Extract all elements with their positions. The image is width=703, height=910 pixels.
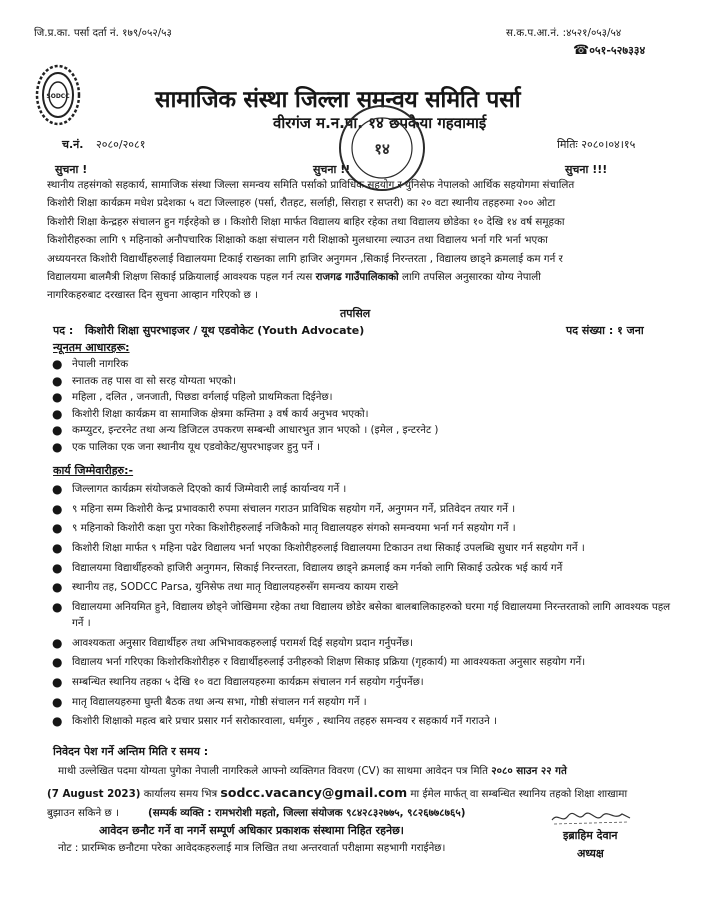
- intro-line: किशोरीहरुका लागि ९ महिनाको अनौपचारिक शिक्षाको कक्षा संचालन गरी शिक्षाको मुलधारमा ल्याउन तथा विद्यालय भर्ना गरि भर्ना भएका: [47, 234, 548, 247]
- deadline-line-1-text: माथी उल्लेखित पदमा योग्यता पुगेका नेपाली नागरिकले आफ्नो व्यक्तिगत विवरण (CV) का साथमा आवेदन पत्र मिति २०८० साउन २२ गते: [58, 765, 567, 777]
- bullet-icon: ●: [52, 540, 63, 555]
- list-item: ● स्नातक तह पास वा सो सरह योग्यता भएको।: [52, 373, 236, 388]
- signature: [550, 810, 632, 826]
- post-label: पद :: [53, 324, 74, 337]
- rights-statement: आवेदन छनौट गर्ने वा नगर्ने सम्पूर्ण अधिकार प्रकाशक संस्थामा निहित रहनेछ।: [99, 824, 404, 837]
- office-hours-text: कार्यालय समय भित्र: [140, 788, 221, 800]
- intro-paragraph: [47, 176, 677, 305]
- phone-text: ०५१-५२७३३४: [589, 44, 646, 57]
- deadline-heading: निवेदन पेश गर्ने अन्तिम मिति र समय :: [53, 745, 209, 758]
- contact-person: (सम्पर्क व्यक्ति : रामभरोशी महतो, जिल्ला संयोजक ९८४२८३२७७५, ९८२६७७८७६५): [148, 807, 466, 819]
- intro-line: अध्ययनरत किशोरी विद्यार्थीहरुलाई विद्यालयमा टिकाई राख्नका लागि हाजिर अनुगमन ,सिकाई निरन्तरता , विद्यालय छाड्ने क्रमलाई कम गर्न र: [47, 252, 563, 265]
- bullet-icon: ●: [52, 521, 63, 536]
- list-item: ● कम्प्युटर, इन्टरनेट तथा अन्य डिजिटल उपकरण सम्बन्धी आधारभुत ज्ञान भएको । (इमेल , इन्टरनेट ): [52, 423, 439, 438]
- list-item: ● किशोरी शिक्षा मार्फत ९ महिना पढेर विद्यालय भर्ना भएका किशोरीहरुलाई विद्यालयमा टिकाउन तथा सिकाई उपलब्धि सुधार गर्न सहयोग गर्ने ।: [52, 540, 585, 555]
- organization-address: वीरगंज म.न.पा. १४ छपकैया गहवामाई: [273, 114, 487, 132]
- phone-number: [573, 43, 645, 58]
- stamp-ward-number: १४: [374, 140, 390, 158]
- list-item: ● आवश्यकता अनुसार विद्यार्थीहरु तथा अभिभावकहरुलाई परामर्श दिई सहयोग प्रदान गर्नुपर्नेछ।: [52, 635, 413, 650]
- bullet-icon: ●: [52, 655, 63, 670]
- intro-line: किशोरी शिक्षा कार्यक्रम मधेश प्रदेशका ५ वटा जिल्लाहरु (पर्सा, रौतहट, सर्लाही, सिराहा र सप्तरी) का २० वटा स्थानीय तहहरुमा २०० ओटा: [47, 197, 556, 210]
- intro-line: स्थानीय तहसंगको सहकार्य, सामाजिक संस्था जिल्ला समन्वय समिति पर्साको प्राविधिक सहयोग र युनिसेफ नेपालको आर्थिक सहयोगमा संचालित: [47, 179, 575, 191]
- letter-date: मितिः २०८०।०४।१५: [557, 138, 636, 151]
- duties-list: [50, 481, 678, 730]
- intro-line: विद्यालयमा बालमैत्री शिक्षण सिकाई प्रक्रियालाई आवश्यक पहल गर्न त्यस राजगढ गाउँपालिकाको लागि तपसिल अनुसारका योग्य नेपाली: [47, 271, 541, 284]
- list-item: ● किशोरी शिक्षा कार्यक्रम वा सामाजिक क्षेत्रमा कम्तिमा ३ वर्ष कार्य अनुभव भएको।: [52, 406, 369, 421]
- bullet-icon: ●: [52, 694, 63, 709]
- deadline-line-2-text: मा ईमेल मार्फत् वा सम्बन्धित स्थानिय तहको शिक्षा शाखामा: [407, 788, 628, 800]
- bullet-icon: ●: [52, 579, 63, 594]
- deadline-date: २०८० साउन २२ गते: [491, 765, 567, 777]
- footnote: नोट : प्रारम्भिक छनौटमा परेका आवेदकहरुलाई मात्र लिखित तथा अन्तरवार्ता परीक्षामा सहभागी गराईनेछ।: [58, 842, 446, 854]
- list-item: ● विद्यालयमा अनियमित हुने, विद्यालय छोड्ने जोखिममा रहेका तथा विद्यालय छोडेर बसेका बालबालिकाहरुको घरमा गई विद्यालयमा निरन्तरताको लागि आवश्यक पहल गर्ने ।: [52, 599, 671, 630]
- bullet-icon: ●: [52, 423, 63, 438]
- intro-line: किशोरी शिक्षा केन्द्रहरु संचालन हुन गईरहेको छ । किशोरी शिक्षा मार्फत विद्यालय बाहिर रहेका तथा विद्यालय छोडेका १० देखि १४ वर्ष समूहका: [47, 215, 565, 228]
- duties-heading: कार्य जिम्मेवारीहरु:-: [53, 464, 134, 477]
- list-item: ● महिला , दलित , जनजाती, पिछडा वर्गलाई पहिलो प्राथमिकता दिईनेछ।: [52, 390, 333, 405]
- notice-left: सुचना !: [55, 163, 88, 176]
- bullet-icon: ●: [52, 406, 63, 421]
- list-item: ● विद्यालय भर्ना गरिएका किशोरकिशोरीहरु र विद्यार्थीहरुलाई उनीहरुको शिक्षण सिकाइ प्रक्रिया (गृहकार्य) मा आवश्यकता अनुसार सहयोग गर्ने।: [52, 655, 586, 670]
- bullet-icon: ●: [52, 714, 63, 729]
- bullet-icon: ●: [52, 373, 63, 388]
- qualifications-heading: न्यूनतम आधारहरू:: [53, 341, 130, 354]
- post-title: किशोरी शिक्षा सुपरभाइजर / यूथ एडवोकेट (Youth Advocate): [85, 324, 365, 337]
- list-item: ● जिल्लागत कार्यक्रम संयोजकले दिएको कार्य जिम्मेवारी लाई कार्यान्वय गर्ने ।: [52, 482, 347, 496]
- bullet-icon: ●: [52, 482, 63, 496]
- notice-right: सुचना !!!: [565, 163, 608, 176]
- tapsil-heading: तपसिल: [340, 307, 371, 320]
- bullet-icon: ●: [52, 635, 63, 650]
- bullet-icon: ●: [52, 561, 63, 576]
- registration-number: जि.प्र.का. पर्सा दर्ता नं. १७९/०५२/५३: [34, 27, 172, 39]
- email-link[interactable]: sodcc.vacancy@gmail.com: [220, 785, 408, 800]
- phone-icon: ☎: [573, 43, 590, 58]
- bullet-icon: ●: [52, 390, 63, 405]
- english-date: (7 August 2023): [47, 788, 141, 800]
- deadline-line-1: [58, 764, 567, 778]
- bullet-icon: ●: [52, 599, 63, 614]
- svg-text:SODCC: SODCC: [46, 93, 70, 100]
- signatory-name: इब्राहिम देवान: [563, 829, 618, 842]
- qualifications-list: [50, 356, 678, 456]
- notice-center: सुचना !!: [313, 163, 351, 176]
- list-item: ● मातृ विद्यालयहरुमा घुम्ती बैठक तथा अन्य सभा, गोष्ठी संचालन गर्न सहयोग गर्ने ।: [52, 694, 367, 709]
- list-item: ● किशोरी शिक्षाको महत्व बारे प्रचार प्रसार गर्न सरोकारवाला, धर्मगुरु , स्थानिय तहहरु समन्वय र सहकार्य गर्ने गराउने ।: [52, 714, 497, 729]
- list-item: ● ९ महिनाको किशोरी कक्षा पुरा गरेका किशोरीहरुलाई नजिकैको मातृ विद्यालयहरु संगको समन्वयमा भर्ना गर्न सहयोग गर्ने ।: [52, 521, 516, 536]
- letter-ref-label: च.नं.: [62, 138, 84, 151]
- bullet-icon: ●: [52, 501, 63, 516]
- list-item: ● एक पालिका एक जना स्थानीय यूथ एडवोकेट/सुपरभाइजर हुनु पर्ने ।: [52, 439, 321, 454]
- org-logo: [35, 64, 81, 126]
- list-item: ● ९ महिना सम्म किशोरी केन्द्र प्रभावकारी रुपमा संचालन गराउन प्राविधिक सहयोग गर्ने, अनुगमन गर्ने, प्रतिवेदन तयार गर्ने ।: [52, 501, 516, 516]
- deadline-line-3: बुझाउन सकिने छ ।: [47, 807, 119, 819]
- list-item: ● नेपाली नागरिक: [52, 357, 129, 371]
- bullet-icon: ●: [52, 439, 63, 454]
- deadline-line-2: [47, 785, 627, 801]
- list-item: ● विद्यालयमा विद्यार्थीहरुको हाजिरी अनुगमन, सिकाई निरन्तरता, विद्यालय छाड्ने क्रमलाई कम गर्नको लागि सिकाई उत्प्रेरक भई कार्य गर्ने: [52, 561, 563, 576]
- bullet-icon: ●: [52, 357, 63, 371]
- signatory-title: अध्यक्ष: [577, 847, 604, 860]
- swc-number: स.क.प.आ.नं. :४५२१/०५३/५४: [506, 27, 622, 39]
- bullet-icon: ●: [52, 674, 63, 689]
- fiscal-year: २०८०/२०८१: [96, 138, 146, 151]
- intro-line: नागरिकहरुबाट दरखास्त दिन सुचना आव्हान गरिएको छ ।: [47, 289, 259, 302]
- list-item: ● स्थानीय तह, SODCC Parsa, युनिसेफ तथा मातृ विद्यालयहरुसँग समन्वय कायम राख्ने: [52, 579, 399, 594]
- municipality-name: राजगढ गाउँपालिकाको: [315, 271, 399, 284]
- list-item: ● सम्बन्धित स्थानिय तहका ५ देखि १० वटा विद्यालयहरुमा कार्यक्रम संचालन गर्न सहयोग गर्नुपर्नेछ।: [52, 674, 424, 689]
- organization-name: सामाजिक संस्था जिल्ला समन्वय समिति पर्सा: [155, 87, 521, 113]
- post-count: पद संख्या : १ जना: [566, 324, 644, 337]
